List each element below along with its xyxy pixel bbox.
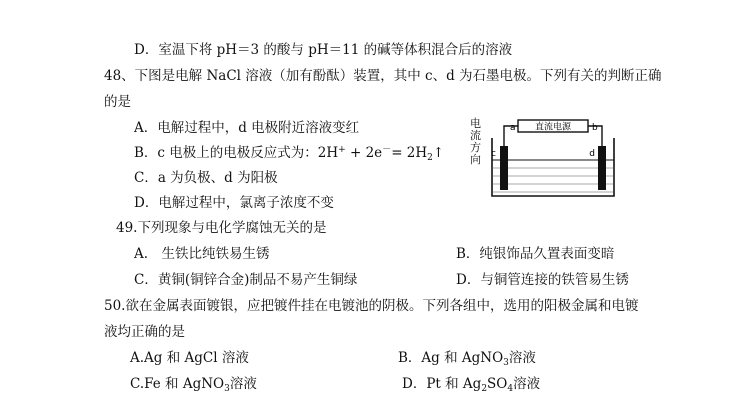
q50-option-d-post: 溶液 [513,376,541,392]
q50-option-c-sub: 3 [224,384,230,394]
q49-stem: 49.下列现象与电化学腐蚀无关的是 [116,220,327,236]
electrode-c-label: c [491,149,496,159]
electrolysis-diagram [468,118,628,202]
q48-option-d: D．电解过程中，氯离子浓度不变 [134,195,334,211]
q50-option-b-sub: 3 [503,358,509,368]
q48-stem-line2: 的是 [104,94,131,110]
q48-option-a: A．电解过程中，d 电极附近溶液变红 [134,120,360,136]
q50-option-c-pre: C.Fe 和 AgNO [130,376,225,392]
q48-stem-line1: 48、下图是电解 NaCl 溶液（加有酚酞）装置，其中 c、d 为石墨电极。下列有关的判断正确 [104,68,662,84]
q50-option-c [130,374,257,394]
beaker [492,138,614,196]
electrode-d [598,146,606,190]
q48-option-b [134,143,444,163]
electrode-c [500,146,508,190]
q48-option-b-pre: B．c 电极上的电极反应式为：2H [134,145,339,161]
q50-option-d-sub2: 4 [507,384,514,394]
q48-option-b-sup2: － [382,145,392,155]
q50-stem-line1: 50.欲在金属表面镀银，应把镀件挂在电镀池的阴极。下列各组中，选用的阳极金属和电镀 [104,298,639,314]
q49-option-d: D．与铜管连接的铁管易生锈 [456,272,629,288]
q50-option-b-post: 溶液 [508,350,536,366]
q48-option-b-mid: + 2e [345,145,383,161]
q49-option-b: B．纯银饰品久置表面变暗 [456,246,615,262]
electrode-d-label: d [589,149,595,159]
q50-option-c-post: 溶液 [229,376,257,392]
q50-option-d-pre: D．Pt 和 Ag [402,376,482,392]
power-supply-label: 直流电源 [534,122,572,133]
q50-option-b [398,348,536,368]
current-direction-label: 电流方向 [470,117,481,166]
q49-option-a: A. 生铁比纯铁易生锈 [134,246,270,262]
solution-hatch [492,168,614,192]
terminal-a-label: a [510,123,516,133]
q49-option-c: C．黄铜(铜锌合金)制品不易产生铜绿 [134,272,358,288]
q50-option-d [402,374,540,394]
q48-option-b-arrow: ↑ [432,145,445,161]
q48-option-b-eq: = 2H [391,145,428,161]
q50-option-b-pre: B．Ag 和 AgNO [398,350,504,366]
terminal-b-label: b [592,123,598,133]
q48-option-c: C．a 为负极、d 为阳极 [134,170,278,186]
q50-option-d-mid: SO [487,376,508,392]
q50-option-d-sub1: 2 [481,384,488,394]
q48-option-b-sup1: + [338,145,346,155]
q50-option-a: A.Ag 和 AgCl 溶液 [130,350,249,366]
q48-option-b-sub: 2 [427,153,433,163]
q47-option-d: D．室温下将 pH＝3 的酸与 pH＝11 的碱等体积混合后的溶液 [134,42,513,58]
q50-stem-line2: 液均正确的是 [104,324,185,340]
